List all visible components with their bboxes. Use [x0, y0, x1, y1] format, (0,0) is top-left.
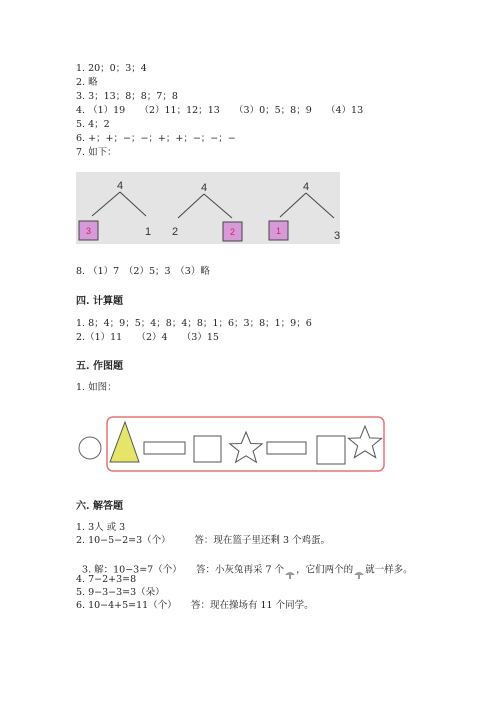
section-4-item-2: 2.（1）11 （2）4 （3）15 [76, 332, 219, 343]
tree-3-right: 3 [333, 230, 340, 242]
answer-8: 8. （1）7 （2）5；3 （3）略 [76, 266, 210, 277]
answer-2: 2. 略 [76, 77, 98, 88]
answer-3: 3. 3；13；8；8；7；8 [76, 91, 178, 102]
answer-5: 5. 4；2 [76, 119, 110, 130]
answer-4: 4. （1）19 （2）11；12；13 （3）0；5；8；9 （4）13 [76, 105, 364, 116]
mushroom-icon [284, 570, 296, 580]
section-6-item-5: 5. 9−3−3=3（朵） [76, 587, 165, 598]
section-6-title: 六. 解答题 [76, 501, 123, 512]
circle-shape [79, 437, 101, 459]
tree-2-right: 2 [229, 227, 236, 237]
item-3-part-1: 3. 解：10−3=7（个） 答：小灰兔再采 7 个 [82, 564, 285, 576]
tree-2-top: 4 [200, 182, 208, 194]
section-5-item-1: 1. 如图： [76, 382, 117, 393]
star-shape-2 [348, 426, 381, 458]
tree-3-left: 1 [275, 226, 282, 236]
tree-1-left: 3 [85, 226, 92, 236]
section-5-title: 五. 作图题 [76, 361, 123, 372]
answer-1: 1. 20；0；3；4 [76, 63, 147, 74]
star-shape-1 [230, 432, 262, 462]
tree-2-left: 2 [171, 226, 179, 238]
section-6-item-6: 6. 10−4+5=11（个） 答：现在操场有 11 个同学。 [76, 600, 314, 611]
shapes-frame [107, 417, 384, 471]
section-4-item-1: 1. 8；4；9；5；4；8；4；8；1；6；3；8；1；9；6 [76, 318, 312, 329]
tree-1-right: 1 [144, 226, 152, 238]
section-4-title: 四. 计算题 [76, 296, 123, 307]
tree-3-top: 4 [302, 181, 310, 193]
tree-1-top: 4 [116, 180, 124, 192]
section-6-item-4: 4. 7−2+3=8 [76, 574, 137, 585]
square-shape-2 [317, 436, 345, 464]
rectangle-shape-1 [144, 442, 185, 454]
number-decomposition-figure [76, 172, 340, 244]
answer-7: 7. 如下： [76, 147, 117, 158]
shapes-figure [76, 412, 390, 474]
figure-panel [76, 172, 340, 244]
square-shape-1 [194, 436, 221, 462]
rectangle-shape-2 [267, 442, 306, 454]
item-3-part-3: 就一样多。 [365, 564, 413, 576]
section-6-item-1: 1. 3人 或 3 [76, 522, 126, 533]
section-6-item-2: 2. 10−5−2=3（个） 答：现在篮子里还剩 3 个鸡蛋。 [76, 535, 331, 546]
triangle-shape [110, 422, 139, 462]
item-3-part-2: ，它们两个的 [296, 564, 354, 576]
answer-6: 6. +；+；−；−；+；+；−；−；− [76, 133, 236, 144]
mushroom-icon [353, 570, 365, 580]
